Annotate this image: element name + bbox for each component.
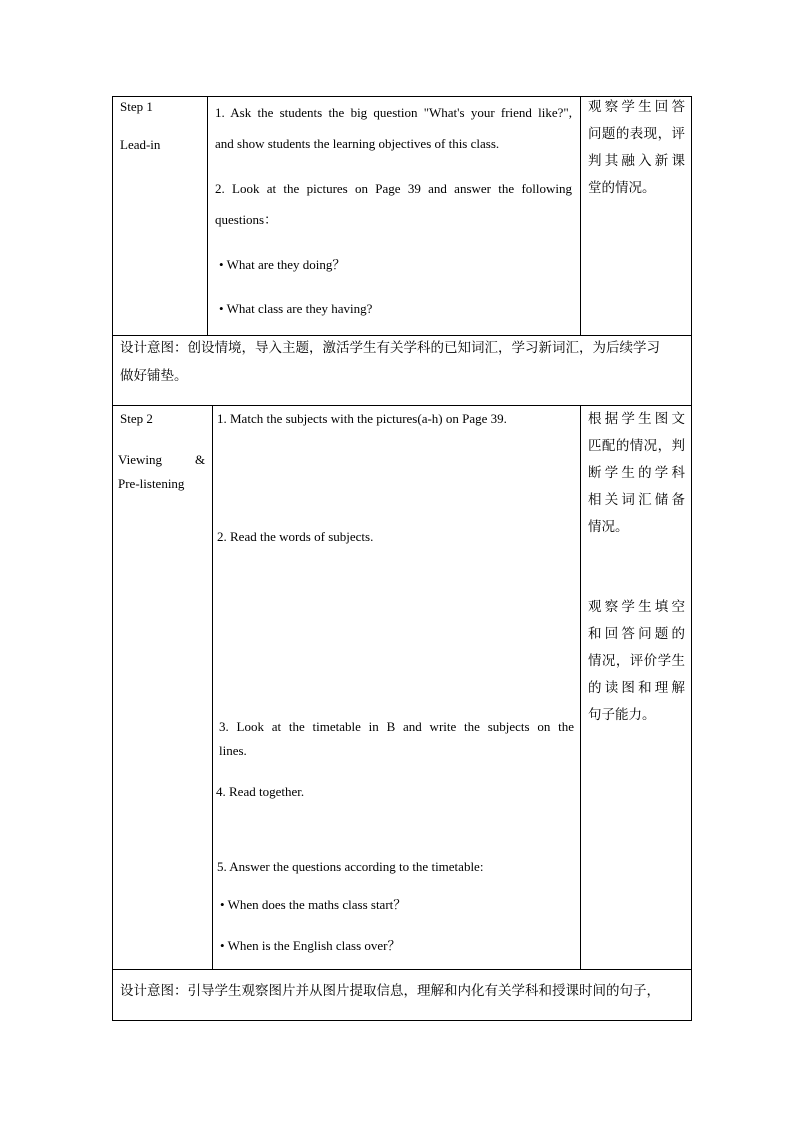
activity-text: 5. Answer the questions according to the timetable: (217, 859, 484, 874)
row-divider (112, 405, 692, 406)
bullet-question: • When does the maths class start？ (220, 897, 407, 912)
row-divider (112, 335, 692, 336)
assessment-text: 和回答问题的 (588, 626, 685, 642)
assessment-text: 断学生的学科 (588, 465, 685, 481)
assessment-text: 堂的情况。 (588, 180, 656, 196)
table-bottom-border (112, 1020, 692, 1021)
bullet-question: • When is the English class over？ (220, 938, 401, 953)
design-intent: 做好铺垫。 (120, 368, 188, 384)
step-label: Step 2 (120, 411, 153, 426)
activity-text: and show students the learning objectives of this class. (215, 136, 500, 151)
row-divider (112, 969, 692, 970)
assessment-text: 根据学生图文 (588, 411, 685, 427)
column-divider (212, 405, 213, 969)
column-divider (580, 96, 581, 335)
assessment-text: 相关词汇储备 (588, 492, 685, 508)
assessment-text: 问题的表现，评 (588, 126, 685, 142)
bullet-question: • What are they doing？ (219, 257, 346, 272)
activity-text: 1. Match the subjects with the pictures(a-h) on Page 39. (217, 411, 507, 426)
activity-text: lines. (219, 743, 247, 758)
assessment-text: 观察学生回答 (588, 99, 685, 115)
table-right-border (691, 96, 692, 1021)
phase-label: Lead-in (120, 137, 161, 152)
step-label: Step 1 (120, 99, 153, 114)
design-intent: 设计意图：引导学生观察图片并从图片提取信息，理解和内化有关学科和授课时间的句子， (120, 983, 660, 999)
assessment-text: 的读图和理解 (588, 680, 685, 696)
activity-text: 3. Look at the timetable in B and write the subjects on the (219, 719, 574, 734)
column-divider (207, 96, 208, 335)
activity-text: 4. Read together. (216, 784, 305, 799)
activity-text: 2. Read the words of subjects. (217, 529, 374, 544)
assessment-text: 判其融入新课 (588, 153, 685, 169)
assessment-text: 情况。 (588, 519, 629, 535)
assessment-text: 句子能力。 (588, 707, 656, 723)
assessment-text: 匹配的情况，判 (588, 438, 685, 454)
activity-text: questions： (215, 212, 278, 227)
assessment-text: 观察学生填空 (588, 599, 685, 615)
table-left-border (112, 96, 113, 1021)
activity-text: 1. Ask the students the big question "What's your friend like?", (215, 105, 572, 120)
bullet-question: • What class are they having? (219, 301, 373, 316)
activity-text: 2. Look at the pictures on Page 39 and answer the following (215, 181, 572, 196)
design-intent: 设计意图：创设情境，导入主题，激活学生有关学科的已知词汇，学习新词汇，为后续学习 (120, 340, 660, 356)
phase-label: Pre-listening (118, 476, 185, 491)
phase-label: & (195, 452, 206, 467)
assessment-text: 情况，评价学生 (588, 653, 685, 669)
column-divider (580, 405, 581, 969)
table-top-border (112, 96, 692, 97)
phase-label: Viewing (118, 452, 162, 467)
